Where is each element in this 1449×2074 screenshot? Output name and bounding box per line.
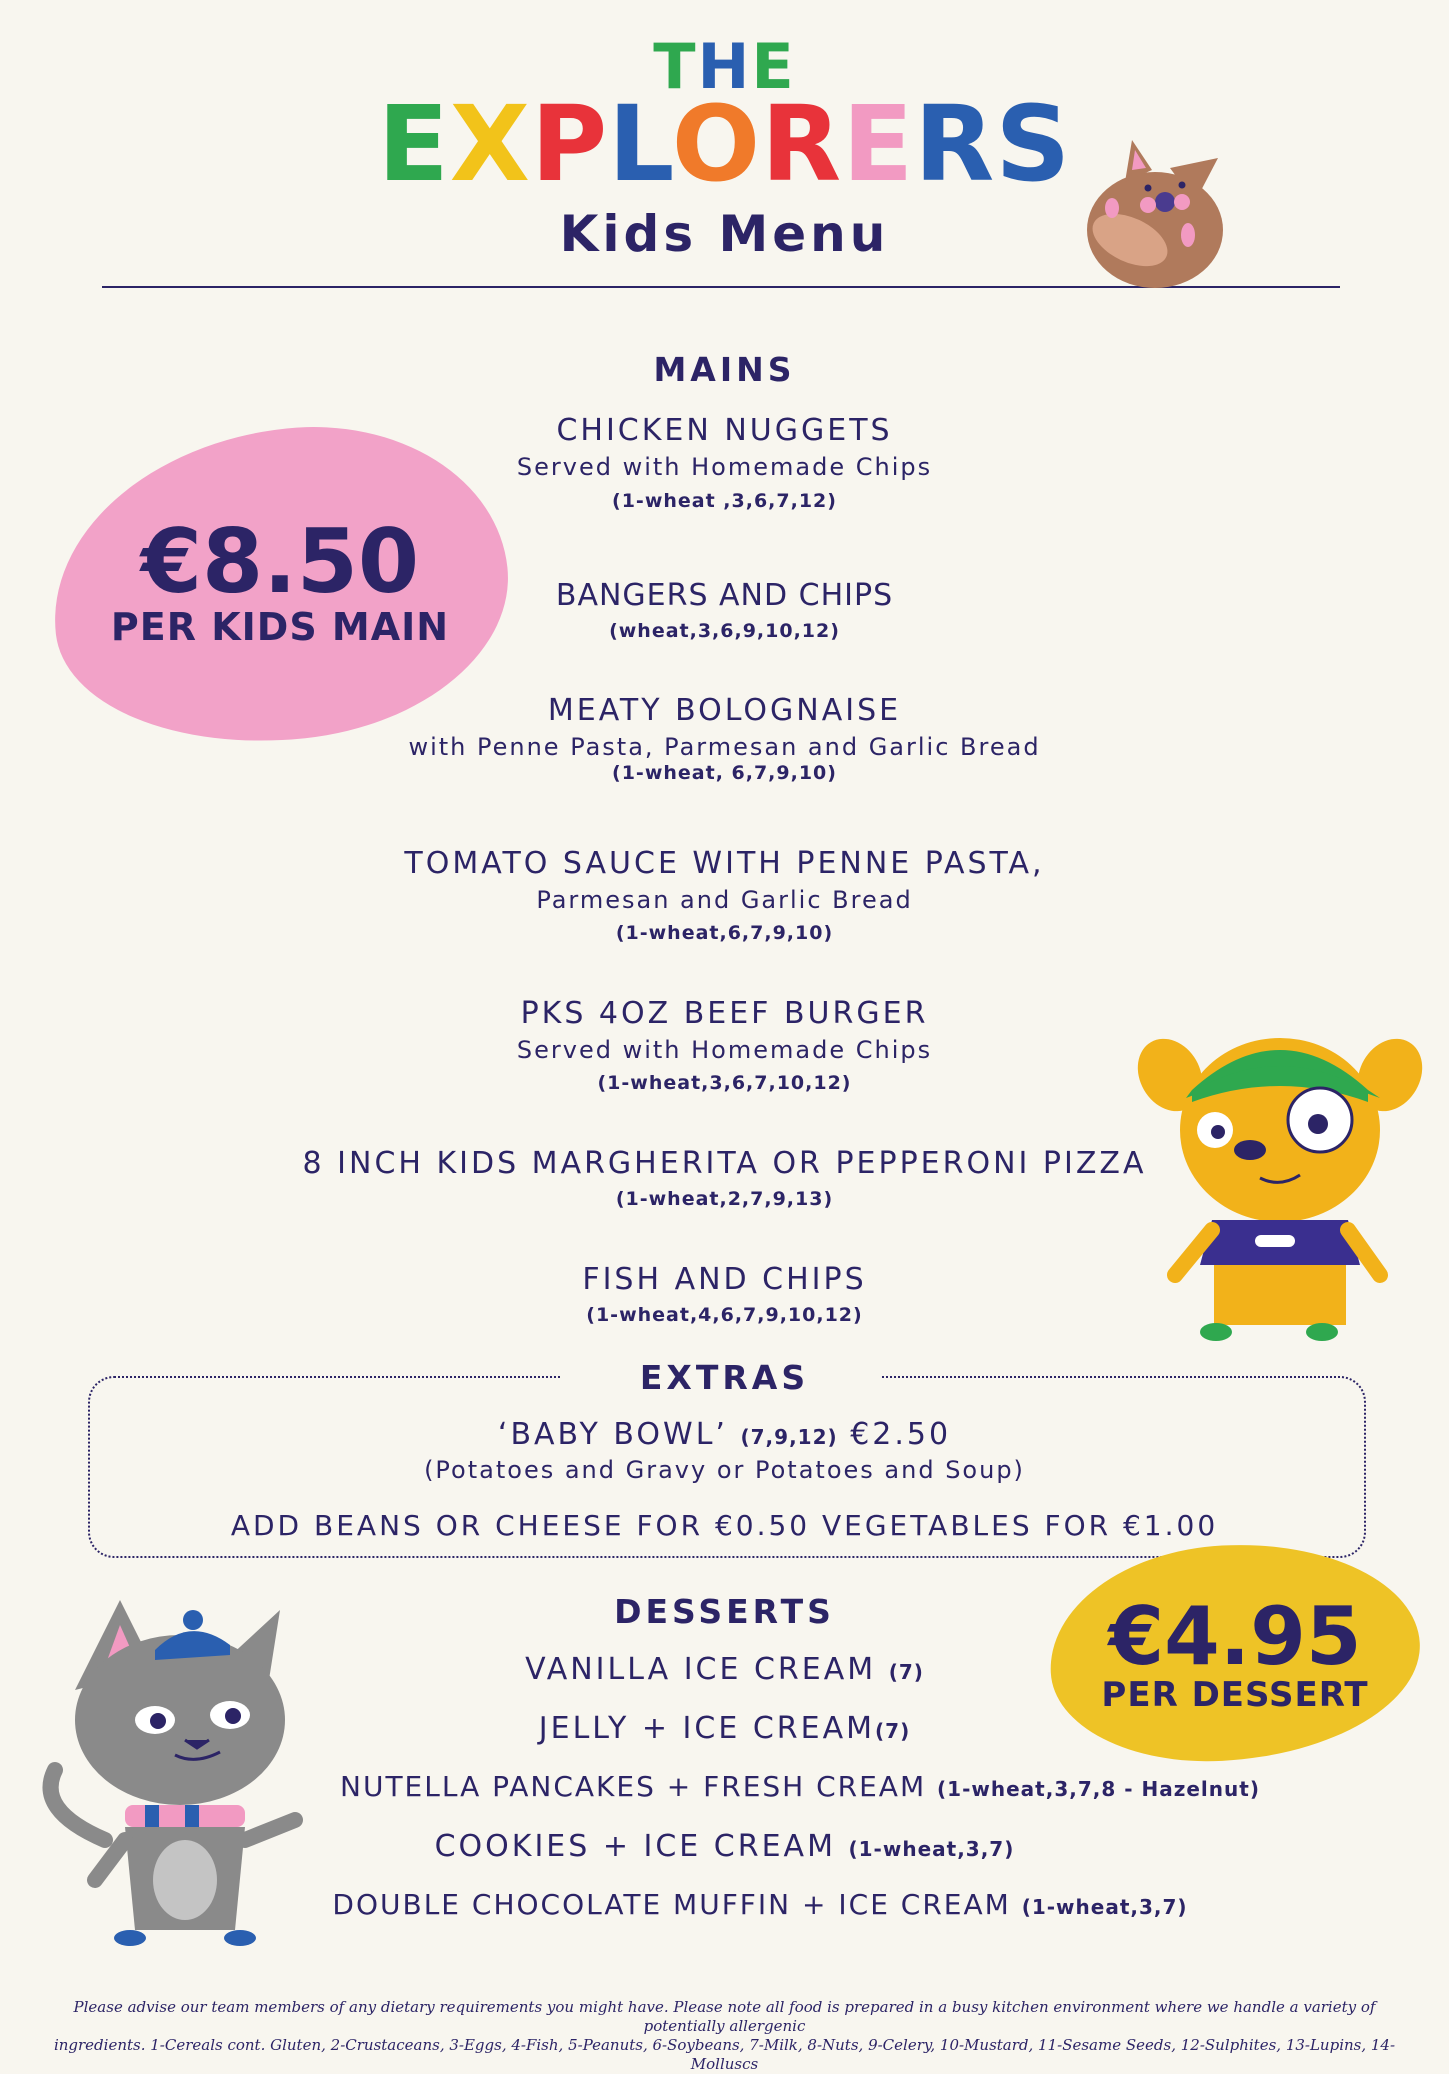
menu-item-name: BANGERS AND CHIPS (555, 578, 894, 613)
dessert-item (240, 1888, 1280, 1921)
extras-title: EXTRAS (639, 1358, 810, 1397)
menu-item-name: MEATY BOLOGNAISE (547, 693, 902, 728)
logo-letter: O (671, 83, 762, 205)
menu-item-allergens: (1-wheat,6,7,9,10) (615, 922, 834, 944)
dog-illustration (1130, 1020, 1430, 1350)
mains-price: €8.50 (140, 510, 420, 613)
cat-illustration (15, 1590, 315, 1950)
extras-addons: ADD BEANS OR CHEESE FOR €0.50 VEGETABLES FOR €1.00 (230, 1509, 1219, 1542)
dessert-name: DOUBLE CHOCOLATE MUFFIN + ICE CREAM (332, 1888, 1022, 1921)
baby-bowl-allergens: (7,9,12) (740, 1425, 838, 1449)
mains-title: MAINS (653, 350, 796, 389)
dessert-allergens: (1-wheat,3,7) (1021, 1895, 1188, 1919)
logo-letter: P (530, 83, 609, 205)
hamster-illustration (1070, 130, 1240, 290)
menu-item-desc: Parmesan and Garlic Bread (536, 886, 913, 914)
menu-item-allergens: (1-wheat,4,6,7,9,10,12) (586, 1304, 863, 1326)
dessert-name: COOKIES + ICE CREAM (434, 1829, 849, 1864)
dessert-allergens: (7) (888, 1660, 924, 1684)
dessert-allergens: (1-wheat,3,7) (848, 1837, 1015, 1861)
logo-letter: R (761, 83, 843, 205)
logo-letter: E (377, 83, 450, 205)
dessert-name: NUTELLA PANCAKES + FRESH CREAM (340, 1770, 938, 1803)
logo-letter: X (449, 83, 531, 205)
menu-item-name: 8 INCH KIDS MARGHERITA OR PEPPERONI PIZZA (302, 1146, 1147, 1181)
dessert-allergens: (7) (875, 1719, 911, 1743)
logo-letter: T (653, 30, 698, 103)
menu-item-name: TOMATO SAUCE WITH PENNE PASTA, (404, 846, 1045, 881)
baby-bowl-price: €2.50 (850, 1417, 952, 1452)
disclaimer-line-2: ingredients. 1-Cereals cont. Gluten, 2-Crustaceans, 3-Eggs, 4-Fish, 5-Peanuts, 6-Soybeans, 7-Milk, 8-Nuts, 9-Celery, 10-Mustard, 11-Sesame Seeds, 12-Sulphites, 13-Lupins, 14-Molluscs (53, 2036, 1396, 2073)
logo-letter: E (842, 83, 915, 205)
menu-item-desc: Served with Homemade Chips (516, 453, 933, 481)
menu-item-allergens: (1-wheat, 6,7,9,10) (612, 762, 837, 784)
menu-item-name: FISH AND CHIPS (582, 1262, 867, 1297)
mains-price-label: PER KIDS MAIN (110, 605, 450, 649)
logo-letter: L (608, 83, 672, 205)
allergen-disclaimer (50, 1998, 1399, 2074)
dessert-name: VANILLA ICE CREAM (525, 1652, 889, 1687)
extras-baby-bowl (0, 1417, 1449, 1452)
menu-subtitle: Kids Menu (559, 205, 890, 263)
logo-letter: E (751, 30, 796, 103)
disclaimer-line-1: Please advise our team members of any dietary requirements you might have. Please note all food is prepared in a busy kitchen environment where we handle a variety of potentially allergenic (73, 1998, 1376, 2035)
menu-item-allergens: (1-wheat ,3,6,7,12) (612, 490, 837, 512)
dessert-name: JELLY + ICE CREAM (538, 1711, 876, 1746)
menu-item-desc: Served with Homemade Chips (516, 1036, 933, 1064)
baby-bowl-name: ‘BABY BOWL’ (497, 1417, 728, 1452)
menu-item-desc: with Penne Pasta, Parmesan and Garlic Bread (408, 733, 1041, 761)
menu-item-name: PKS 4OZ BEEF BURGER (520, 996, 929, 1031)
dessert-allergens: (1-wheat,3,7,8 - Hazelnut) (937, 1777, 1260, 1801)
menu-item-allergens: (wheat,3,6,9,10,12) (609, 620, 840, 642)
dessert-item (320, 1770, 1280, 1803)
logo-letter: R (914, 83, 996, 205)
menu-item-name: CHICKEN NUGGETS (556, 413, 893, 448)
logo-letter: S (995, 83, 1072, 205)
menu-item-allergens: (1-wheat,3,6,7,10,12) (597, 1072, 852, 1094)
menu-item-allergens: (1-wheat,2,7,9,13) (615, 1188, 834, 1210)
desserts-price-label: PER DESSERT (1101, 1675, 1369, 1715)
logo-letter: H (697, 30, 752, 103)
desserts-price: €4.95 (1108, 1590, 1362, 1683)
desserts-title: DESSERTS (614, 1592, 835, 1631)
baby-bowl-desc: (Potatoes and Gravy or Potatoes and Soup) (424, 1456, 1025, 1484)
